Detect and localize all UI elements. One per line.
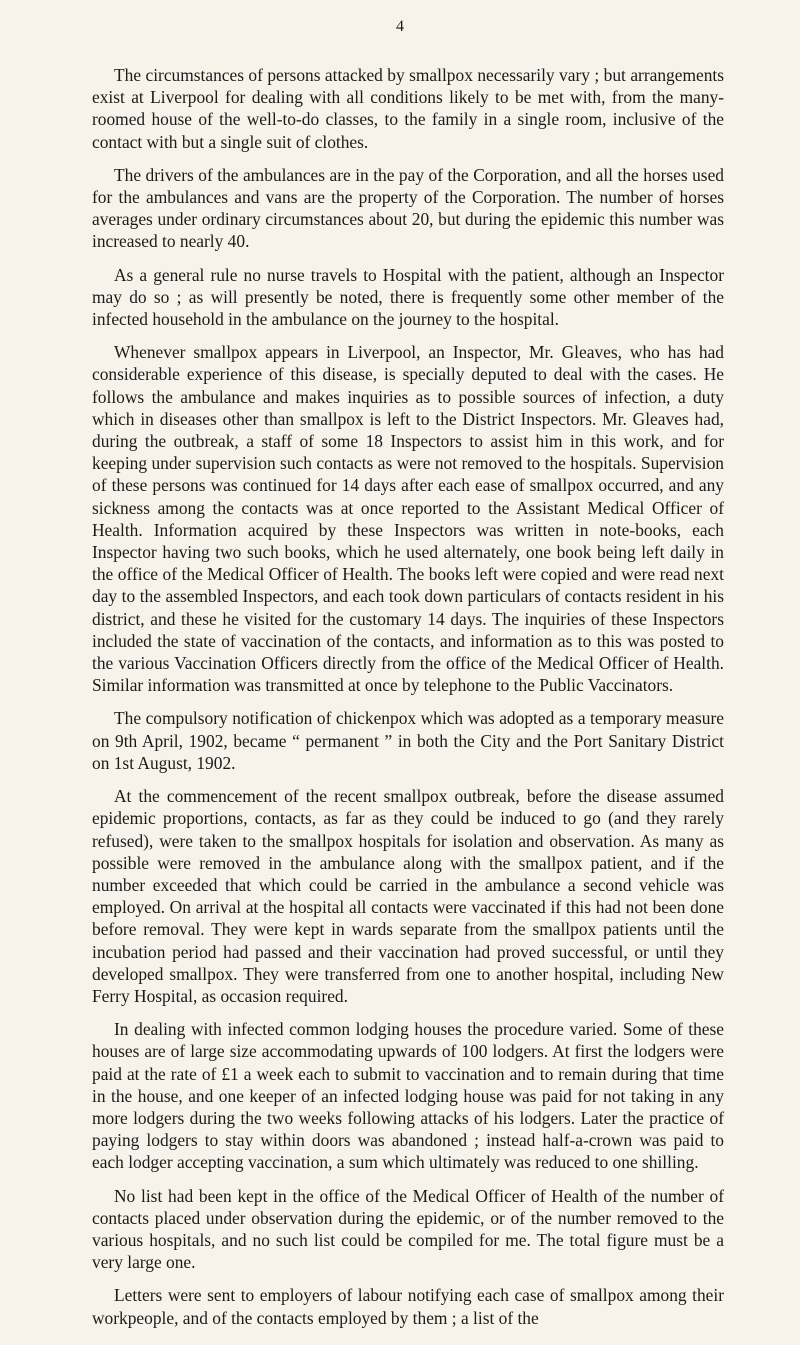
paragraph-lodging-houses: In dealing with infected common lodging houses the procedure varied. Some of these houses are of large size accommodating upwards of 100 lodgers. At first the lodgers were paid at the rate of £1 a week each to submit to vaccination and to remain during that time in the house, and one keeper of an infected lodging house was paid for not taking in any more lodgers during the two weeks following attacks of his lodgers. Later the practice of paying lodgers to stay within doors was abandoned ; instead half-a-crown was paid to each lodger accepting vaccination, a sum which ultimately was reduced to one shilling. — [92, 1019, 724, 1173]
paragraph-contacts-isolation: At the commencement of the recent smallpox outbreak, before the disease assumed epidemic proportions, contacts, as far as they could be induced to go (and they rarely refused), were taken to the smallpox hospitals for isolation and observation. As many as possible were removed in the ambulance along with the smallpox patient, and if the number exceeded that which could be carried in the ambulance a second vehicle was employed. On arrival at the hospital all contacts were vaccinated if this had not been done before removal. They were kept in wards separate from the smallpox patients until the incubation period had passed and their vaccination had proved successful, or until they developed smallpox. They were transferred from one to another hospital, including New Ferry Hospital, as occasion required. — [92, 786, 724, 1006]
paragraph-ambulance-arrangements: The circumstances of persons attacked by smallpox necessarily vary ; but arrangements exist at Liverpool for dealing with all conditions likely to be met with, from the many-roomed house of the well-to-do classes, to the family in a single room, inclusive of the contact with but a single suit of clothes. — [92, 65, 724, 152]
paragraph-no-list-kept: No list had been kept in the office of the Medical Officer of Health of the number of contacts placed under observation during the epidemic, or of the number removed to the various hospitals, and no such list could be compiled for me. The total figure must be a very large one. — [92, 1185, 724, 1273]
paragraph-drivers-horses: The drivers of the ambulances are in the pay of the Corporation, and all the horses used for the ambulances and vans are the property of the Corporation. The number of horses averages under ordinary circumstances about 20, but during the epidemic this number was increased to nearly 40. — [92, 164, 724, 252]
page-number: 4 — [396, 18, 404, 35]
paragraph-inspector-gleaves: Whenever smallpox appears in Liverpool, an Inspector, Mr. Gleaves, who has had considerable experience of this disease, is specially deputed to deal with the cases. He follows the ambulance and makes inquiries as to possible sources of infection, a duty which in diseases other than smallpox is left to the District Inspectors. Mr. Gleaves had, during the outbreak, a staff of some 18 Inspectors to assist him in this work, and for keeping under supervision such contacts as were not removed to the hospitals. Supervision of these persons was continued for 14 days after each ease of smallpox occurred, and any sickness among the contacts was at once reported to the Assistant Medical Officer of Health. Information acquired by these Inspectors was written in note-books, each Inspector having two such books, which he used alternately, one book being left daily in the office of the Medical Officer of Health. The books left were copied and were read next day to the assembled Inspectors, and each took down particulars of contacts resident in his district, and these he visited for the customary 14 days. The inquiries of these Inspectors included the state of vaccination of the contacts, and information as to this was posted to the various Vaccination Officers directly from the office of the Medical Officer of Health. Similar information was transmitted at once by telephone to the Public Vaccinators. — [92, 342, 724, 696]
paragraph-nurse-travel: As a general rule no nurse travels to Hospital with the patient, although an Inspector may do so ; as will presently be noted, there is frequently some other member of the infected household in the ambulance on the journey to the hospital. — [92, 264, 724, 330]
paragraph-letters-employers: Letters were sent to employers of labour notifying each case of smallpox among their workpeople, and of the contacts employed by them ; a list of the — [92, 1285, 724, 1328]
paragraph-chickenpox-notification: The compulsory notification of chickenpox which was adopted as a temporary measure on 9th April, 1902, became “ permanent ” in both the City and the Port Sanitary District on 1st August, 1902. — [92, 708, 724, 773]
